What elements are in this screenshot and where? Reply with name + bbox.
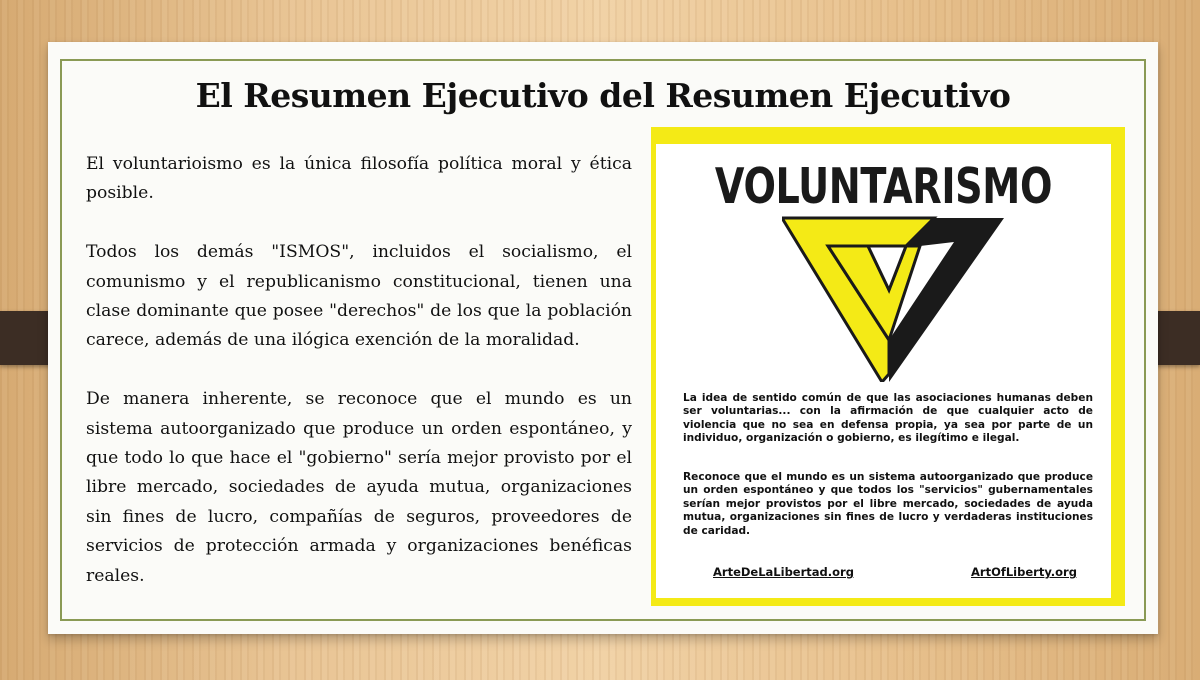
- voluntaryism-penrose-triangle-icon: [782, 212, 1004, 382]
- poster-paragraph-1: La idea de sentido común de que las asociaciones humanas deben ser voluntarias... con la afirmación de que cualquier acto de violencia que no sea en defensa propia, ya sea por parte de un individuo, organización o gobierno, es ilegítimo e ilegal.: [683, 392, 1093, 445]
- body-paragraph-3: De manera inherente, se reconoce que el mundo es un sistema autoorganizado que produce un orden espontáneo, y que todo lo que hace el "gobierno" sería mejor provisto por el libre mercado, sociedades de ayuda mutua, organizaciones sin fines de lucro, compañías de seguros, proveedores de servicios de protección armada y organizaciones benéficas reales.: [86, 389, 632, 586]
- poster-title: VOLUNTARISMO: [714, 158, 1053, 215]
- slide-title: El Resumen Ejecutivo del Resumen Ejecutivo: [195, 76, 1011, 115]
- body-paragraph-2: Todos los demás "ISMOS", incluidos el socialismo, el comunismo y el republicanismo constitucional, tienen una clase dominante que posee "derechos" de los que la población carece, además de una ilógica exención de la moralidad.: [86, 242, 632, 351]
- body-paragraph-1: El voluntarioismo es la única filosofía política moral y ética posible.: [86, 154, 632, 204]
- link-artofliberty[interactable]: ArtOfLiberty.org: [971, 565, 1077, 579]
- link-artedelalibertad[interactable]: ArteDeLaLibertad.org: [713, 565, 854, 579]
- slide-body: [86, 150, 632, 591]
- poster-paragraph-2: Reconoce que el mundo es un sistema autoorganizado que produce un orden espontáneo y que todos los "servicios" gubernamentales serían mejor provistos por el libre mercado, sociedades de ayuda mutua, organizaciones sin fines de lucro y verdaderas instituciones de caridad.: [683, 471, 1093, 537]
